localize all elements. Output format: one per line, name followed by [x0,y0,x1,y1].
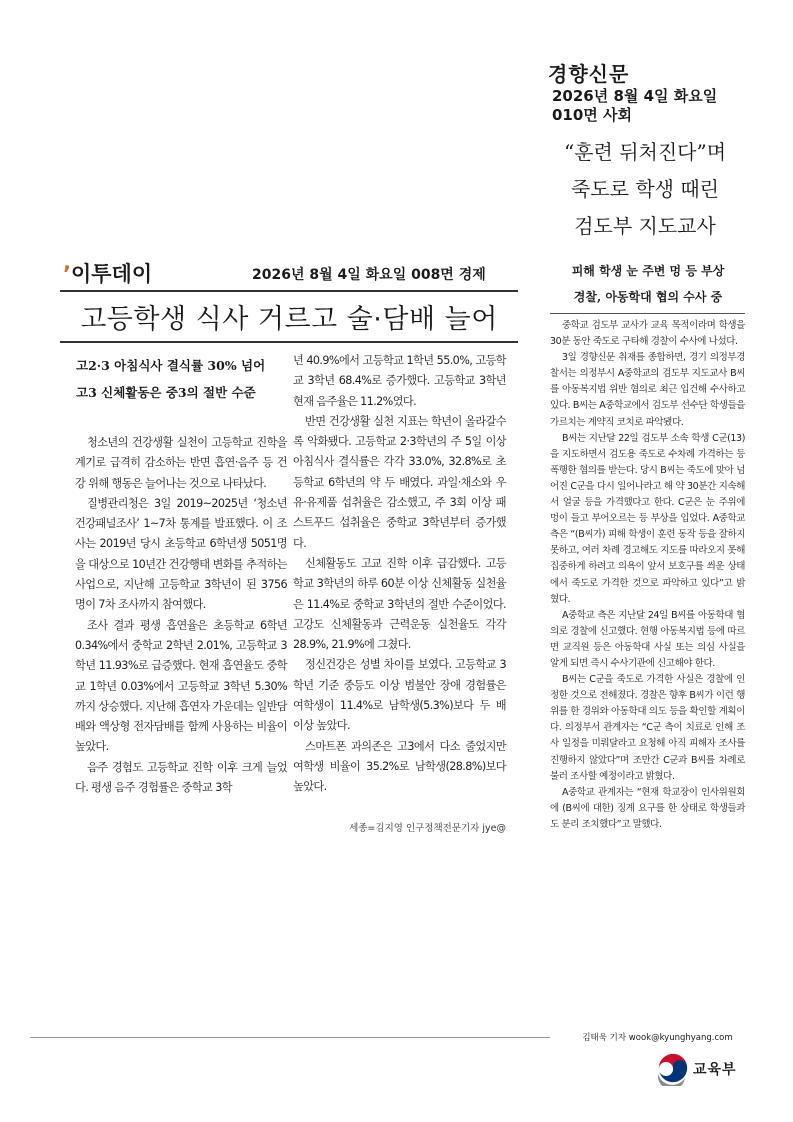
left-date: 2026년 8월 4일 화요일 008면 경제 [252,267,486,283]
ministry-name: 교육부 [693,1062,737,1078]
left-column-2 [293,351,506,798]
left-subheadline [76,352,284,406]
right-paper-name: 경향신문 [548,62,630,86]
paragraph: A중학교 측은 지난달 24일 B씨를 아동학대 협의로 경찰에 신고했다. 현행 아동복지법 등에 따르면 교직원 등은 아동학대 사실 또는 의심 사실을 알게 되면 즉시 수사기관에 신고해야 한다. [550,609,745,669]
headline-bottom-rule [60,341,518,343]
paragraph: 신체활동도 고교 진학 이후 급감했다. 고등학교 3학년의 하루 60분 이상 신체활동 실천율은 11.4%로 중학교 3학년의 절반 수준이었다. 고강도 신체활동과 근력운동 실천율도 각각 28.9%, 21.9%에 그쳤다. [293,556,506,652]
left-paper-logo [63,258,152,288]
right-headline [545,134,745,245]
left-subheadline-line: 고3 신체활동은 중3의 절반 수준 [76,385,256,400]
right-headline-line: “훈련 뒤처진다”며 [563,140,727,164]
right-divider [550,313,745,314]
left-headline: 고등학생 식사 거르고 술·담배 늘어 [80,304,498,335]
left-subheadline-line: 고2·3 아침식사 결식률 30% 넘어 [76,358,266,373]
right-article-body [550,318,745,833]
paragraph: 정신건강은 성별 차이를 보였다. 고등학교 3학년 기준 중등도 이상 범불안 장애 경험률은 여학생이 11.4%로 남학생(5.3%)보다 두 배 이상 높았다. [293,658,506,733]
paragraph: A중학교 관계자는 “현재 학교장이 인사위원회에 (B씨에 대한) 징계 요구를 한 상태로 학생들과도 분리 조치했다”고 말했다. [550,786,745,830]
page-bottom-rule [30,1037,550,1038]
paragraph: 반면 건강생활 실천 지표는 학년이 올라갈수록 악화됐다. 고등학교 2·3학년의 주 5일 이상 아침식사 결식률은 각각 33.0%, 32.8%로 초등학교 6학년의 약 두 배였다. 과일·채소와 우유·유제품 섭취율은 감소했고, 주 3회 이상 패스트푸드 섭취율은 중학교 3학년부터 증가했다. [293,414,506,550]
right-section: 010면 사회 [552,106,633,124]
left-paper-name: 이투데이 [70,262,153,286]
right-subheadline-line: 피해 학생 눈 주변 멍 등 부상 [571,264,725,278]
paragraph: 질병관리청은 3일 2019~2025년 ‘청소년건강패널조사’ 1~7차 통계를 발표했다. 이 조사는 2019년 당시 초등학교 6학년생 5051명을 대상으로 10년간 건강행태 변화를 추적하는 사업으로, 지난해 고등학교 3학년이 된 3756명이 7차 조사까지 참여했다. [75,496,287,612]
right-subheadline-line: 경찰, 아동학대 협의 수사 중 [573,290,723,304]
paragraph: 음주 경험도 고등학교 진학 이후 크게 늘었다. 평생 음주 경험률은 중학교 3학 [75,760,287,795]
paragraph: 중학교 검도부 교사가 교육 목적이라며 학생을 30분 동안 죽도로 구타해 경찰이 수사에 나섰다. [550,320,745,348]
paragraph: 스마트폰 과의존은 고3에서 다소 줄었지만 여학생 비율이 35.2%로 남학생(28.8%)보다 높았다. [293,739,506,794]
paragraph: B씨는 C군을 죽도로 가격한 사실은 경찰에 인정한 것으로 전해졌다. 경찰은 향후 B씨가 이런 행위를 한 경위와 아동학대 의도 등을 확인할 계획이다. 의정부서 관계자는 “C군 측이 치료로 인해 조사 일정을 미뤄달라고 요청해 아직 피해자 조사를 진행하지 않았다”며 조만간 C군과 B씨를 차례로 불러 조사할 예정이라고 밝혔다. [550,674,745,782]
right-headline-line: 죽도로 학생 때린 [571,177,719,201]
paragraph: 조사 결과 평생 흡연율은 초등학교 6학년 0.34%에서 중학교 2학년 2.01%, 고등학교 3학년 11.93%로 급증했다. 현재 흡연율도 중학교 1학년 0.03%에서 고등학교 3학년 5.30%까지 상승했다. 지난해 흡연자 가운데는 일반담배와 액상형 전자담배를 함께 사용하는 비율이 높았다. [75,618,287,754]
headline-top-rule [60,290,518,292]
logo-tick: ʼ [63,262,71,286]
right-byline [560,1031,755,1043]
paragraph: 청소년의 건강생활 실천이 고등학교 진학을 계기로 급격히 감소하는 반면 흡연·음주 등 건강 위해 행동은 늘어나는 것으로 나타났다. [75,436,287,490]
right-subheadline [548,258,748,310]
paragraph: B씨는 지난달 22일 검도부 소속 학생 C군(13)을 지도하면서 검도용 죽도로 수차례 가격하는 등 폭행한 혐의를 받는다. 당시 B씨는 죽도에 맞아 넘어진 C군을 다시 일어나라고 해 약 30분간 지속해서 얼굴 등을 가격했다고 한다. C군은 눈 주위에 멍이 들고 부어오르는 등 부상을 입었다. A중학교 측은 “(B씨가) 피해 학생이 훈련 동작 등을 잘하지 못하고, 여러 차례 경고해도 지도를 따라오지 못해 집중하게 하려고 의욕이 앞서 보호구를 씌운 상태에서 죽도로 가격한 것으로 파악하고 있다”고 밝혔다. [550,432,745,605]
right-byline-text: 김태욱 기자 wook@kyunghyang.com [579,1033,735,1043]
right-headline-line: 검도부 지도교사 [574,214,716,238]
paragraph: 3일 경향신문 취재를 종합하면, 경기 의정부경찰서는 의정부시 A중학교의 검도부 지도교사 B씨를 아동복지법 위반 혐의로 최근 입건해 수사하고 있다. B씨는 A중학교에서 검도부 선수단 학생들을 가르치는 계약직 코치로 파악됐다. [550,352,745,428]
left-column-1 [75,433,287,798]
taegeuk-emblem-icon [655,1050,691,1086]
right-date: 2026년 8월 4일 화요일 [552,87,718,105]
paragraph: 년 40.9%에서 고등학교 1학년 55.0%, 고등학교 3학년 68.4%로 증가했다. 고등학교 3학년 현재 음주율은 11.2%였다. [293,354,506,408]
left-byline: 세종=김지영 인구정책전문기자 jye@ [349,823,506,834]
